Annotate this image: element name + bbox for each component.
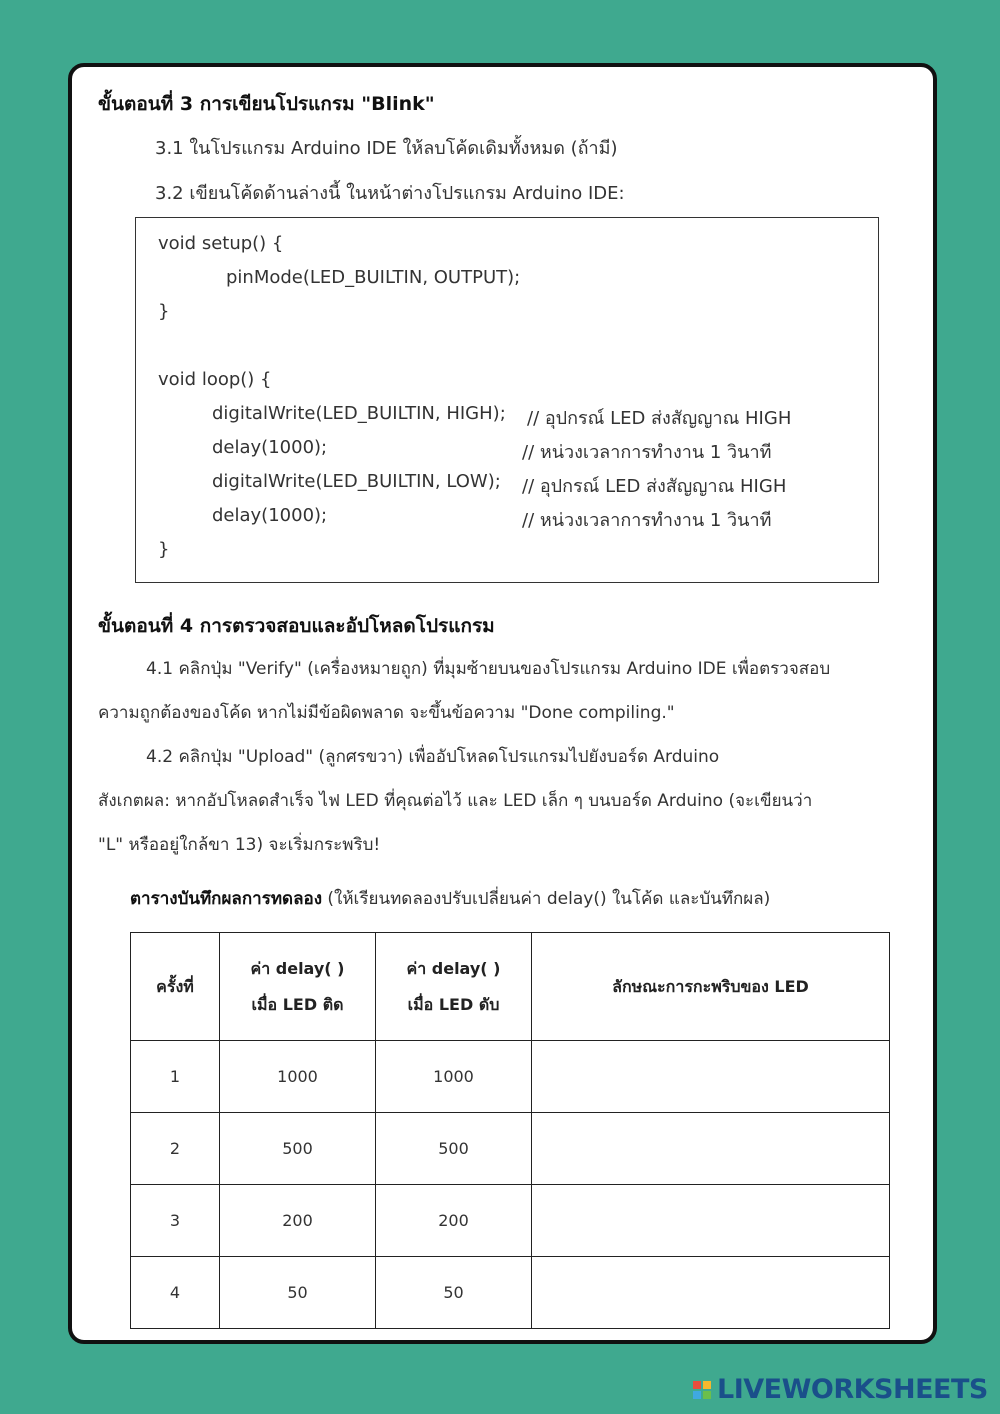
cell-count: 2 (131, 1113, 220, 1185)
code-comment: // หน่วงเวลาการทำงาน 1 วินาที (522, 510, 772, 531)
code-line: digitalWrite(LED_BUILTIN, HIGH); (212, 403, 506, 424)
code-comment: // อุปกรณ์ LED ส่งสัญญาณ HIGH (527, 408, 792, 429)
cell-description-input[interactable] (532, 1113, 890, 1185)
table-row (131, 1041, 890, 1113)
cell-delay-off: 200 (376, 1185, 532, 1257)
header-delay-off-line1: ค่า delay( ) (406, 958, 501, 978)
code-line: delay(1000); (212, 505, 328, 526)
header-delay-off-line2: เมื่อ LED ดับ (407, 994, 500, 1014)
cell-count: 4 (131, 1257, 220, 1329)
cell-delay-on: 500 (220, 1113, 376, 1185)
code-line: digitalWrite(LED_BUILTIN, LOW); (212, 471, 501, 492)
table-caption-rest: (ให้เรียนทดลองปรับเปลี่ยนค่า delay() ในโค้ด และบันทึกผล) (322, 889, 771, 909)
table-row (131, 1185, 890, 1257)
cell-description-input[interactable] (532, 1185, 890, 1257)
header-delay-off (376, 933, 532, 1041)
code-line: } (158, 539, 170, 560)
results-table (130, 932, 890, 1329)
step4-para-2b: สังเกตผล: หากอัปโหลดสำเร็จ ไฟ LED ที่คุณต่อไว้ และ LED เล็ก ๆ บนบอร์ด Arduino (จะเขียนว่า (98, 791, 813, 811)
cell-delay-on: 1000 (220, 1041, 376, 1113)
code-line: } (158, 301, 170, 322)
code-line: void setup() { (158, 233, 284, 254)
cell-delay-off: 50 (376, 1257, 532, 1329)
table-caption (130, 885, 770, 912)
table-header-row (131, 933, 890, 1041)
code-comment: // หน่วงเวลาการทำงาน 1 วินาที (522, 442, 772, 463)
step3-item-2: 3.2 เขียนโค้ดด้านล่างนี้ ในหน้าต่างโปรแกรม Arduino IDE: (155, 183, 625, 204)
header-blink-description: ลักษณะการกะพริบของ LED (532, 933, 890, 1041)
cell-description-input[interactable] (532, 1257, 890, 1329)
cell-delay-on: 200 (220, 1185, 376, 1257)
step4-para-2c: "L" หรืออยู่ใกล้ขา 13) จะเริ่มกระพริบ! (98, 835, 381, 855)
liveworksheets-logo (693, 1374, 988, 1405)
cell-delay-off: 500 (376, 1113, 532, 1185)
cell-description-input[interactable] (532, 1041, 890, 1113)
header-delay-on (220, 933, 376, 1041)
step4-heading: ขั้นตอนที่ 4 การตรวจสอบและอัปโหลดโปรแกรม (98, 615, 495, 637)
step3-item-1: 3.1 ในโปรแกรม Arduino IDE ให้ลบโค้ดเดิมทั้งหมด (ถ้ามี) (155, 138, 618, 159)
code-line: pinMode(LED_BUILTIN, OUTPUT); (226, 267, 521, 288)
liveworksheets-logo-icon (693, 1381, 711, 1399)
cell-delay-on: 50 (220, 1257, 376, 1329)
cell-count: 3 (131, 1185, 220, 1257)
step4-para-1b: ความถูกต้องของโค้ด หากไม่มีข้อผิดพลาด จะขึ้นข้อความ "Done compiling." (98, 703, 675, 723)
step4-para-1a: 4.1 คลิกปุ่ม "Verify" (เครื่องหมายถูก) ที่มุมซ้ายบนของโปรแกรม Arduino IDE เพื่อตรวจสอบ (146, 659, 831, 679)
table-caption-bold: ตารางบันทึกผลการทดลอง (130, 889, 322, 909)
cell-count: 1 (131, 1041, 220, 1113)
header-delay-on-line1: ค่า delay( ) (250, 958, 345, 978)
code-comment: // อุปกรณ์ LED ส่งสัญญาณ HIGH (522, 476, 787, 497)
table-row (131, 1113, 890, 1185)
code-line: void loop() { (158, 369, 272, 390)
header-delay-on-line2: เมื่อ LED ติด (251, 994, 344, 1014)
step4-para-2a: 4.2 คลิกปุ่ม "Upload" (ลูกศรขวา) เพื่ออัปโหลดโปรแกรมไปยังบอร์ด Arduino (146, 747, 720, 767)
step3-heading: ขั้นตอนที่ 3 การเขียนโปรแกรม "Blink" (98, 93, 435, 115)
table-row (131, 1257, 890, 1329)
cell-delay-off: 1000 (376, 1041, 532, 1113)
header-count: ครั้งที่ (131, 933, 220, 1041)
liveworksheets-logo-text: LIVEWORKSHEETS (717, 1374, 988, 1405)
code-line: delay(1000); (212, 437, 328, 458)
